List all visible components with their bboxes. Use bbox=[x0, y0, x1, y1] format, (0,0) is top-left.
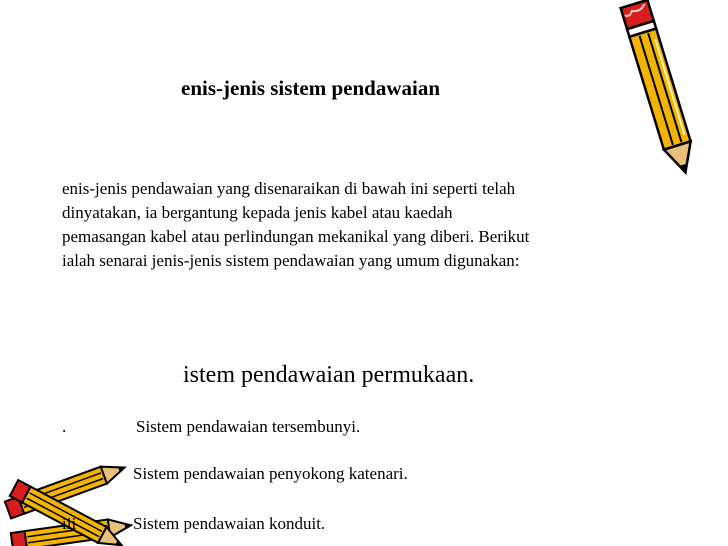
list-item-text: Sistem pendawaian penyokong katenari. bbox=[133, 464, 408, 483]
page-title: enis-jenis sistem pendawaian bbox=[181, 76, 441, 100]
intro-paragraph bbox=[62, 177, 529, 273]
list-marker: . bbox=[62, 417, 67, 436]
paragraph-line: pemasangan kabel atau perlindungan mekanikal yang diberi. Berikut bbox=[62, 227, 530, 246]
list-item-text: Sistem pendawaian tersembunyi. bbox=[136, 417, 361, 436]
paragraph-line: dinyatakan, ia bergantung kepada jenis kabel atau kaedah bbox=[62, 203, 453, 222]
list-marker: iii bbox=[62, 514, 77, 533]
pencil-icon bbox=[600, 0, 728, 546]
first-list-item: istem pendawaian permukaan. bbox=[183, 362, 475, 388]
list-item-text: Sistem pendawaian konduit. bbox=[133, 514, 326, 533]
paragraph-line: ialah senarai jenis-jenis sistem pendawaian yang umum digunakan: bbox=[62, 251, 520, 270]
paragraph-line: enis-jenis pendawaian yang disenaraikan di bawah ini seperti telah bbox=[62, 179, 516, 198]
